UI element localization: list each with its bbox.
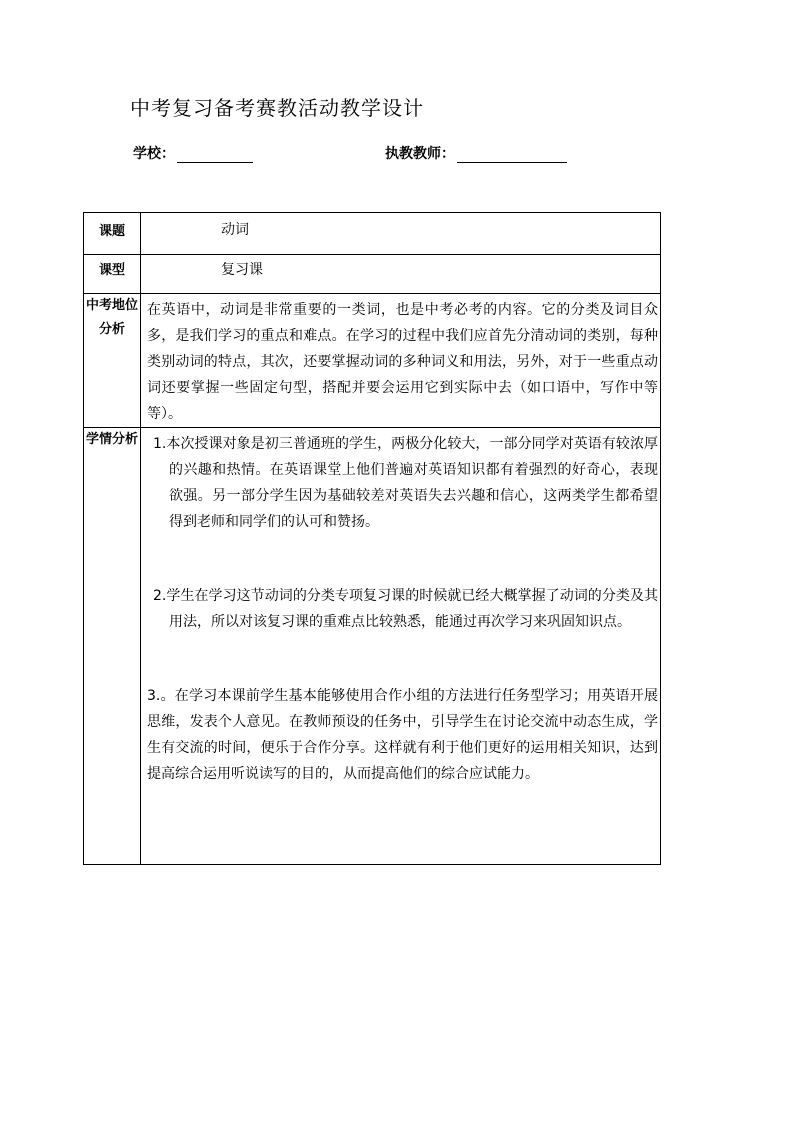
lesson-type-row (84, 255, 661, 294)
school-blank-line (177, 148, 253, 163)
exam-position-text: 在英语中，动词是非常重要的一类词，也是中考必考的内容。它的分类及词目众多，是我们学习的重点和难点。在学习的过程中我们应首先分清动词的类别，每种类别动词的特点，其次，还要掌握动词的多种词义和用法，另外，对于一些重点动词还要掌握一些固定句型，搭配并要会运用它到实际中去（如口语中，写作中等等）。 (147, 302, 658, 422)
school-label: 学校： (133, 146, 175, 162)
lesson-plan-table (83, 212, 661, 865)
topic-value: 动词 (221, 222, 249, 238)
student-analysis-label: 学情分析 (84, 428, 141, 865)
lesson-type-label: 课型 (84, 255, 141, 294)
student-analysis-cell (141, 428, 661, 865)
student-analysis-item-3: 3.。在学习本课前学生基本能够使用合作小组的方法进行任务型学习；用英语开展思维，发表个人意见。在教师预设的任务中，引导学生在讨论交流中动态生成，学生有交流的时间，便乐于合作分享。这样就有利于他们更好的运用相关知识，达到提高综合运用听说读写的目的，从而提高他们的综合应试能力。 (147, 688, 658, 782)
teacher-label: 执教教师： (385, 146, 455, 162)
topic-cell (141, 213, 661, 255)
exam-position-row (84, 294, 661, 428)
exam-position-label: 中考地位分析 (84, 294, 141, 428)
document-title: 中考复习备考赛教活动教学设计 (130, 96, 424, 120)
exam-position-cell (141, 294, 661, 428)
lesson-type-cell (141, 255, 661, 294)
lesson-type-value: 复习课 (221, 262, 263, 278)
teacher-field (385, 143, 567, 163)
teacher-blank-line (457, 148, 567, 163)
student-analysis-row (84, 428, 661, 865)
topic-row (84, 213, 661, 255)
topic-label: 课题 (84, 213, 141, 255)
student-analysis-item-2: 2.学生在学习这节动词的分类专项复习课的时候就已经大概掌握了动词的分类及其用法，所以对该复习课的重难点比较熟悉，能通过再次学习来巩固知识点。 (153, 588, 658, 630)
student-analysis-item-1: 1.本次授课对象是初三普通班的学生，两极分化较大，一部分同学对英语有较浓厚的兴趣和热情。在英语课堂上他们普遍对英语知识都有着强烈的好奇心，表现欲强。另一部分学生因为基础较差对英语失去兴趣和信心，这两类学生都希望得到老师和同学们的认可和赞扬。 (153, 436, 658, 530)
school-field (133, 143, 253, 163)
